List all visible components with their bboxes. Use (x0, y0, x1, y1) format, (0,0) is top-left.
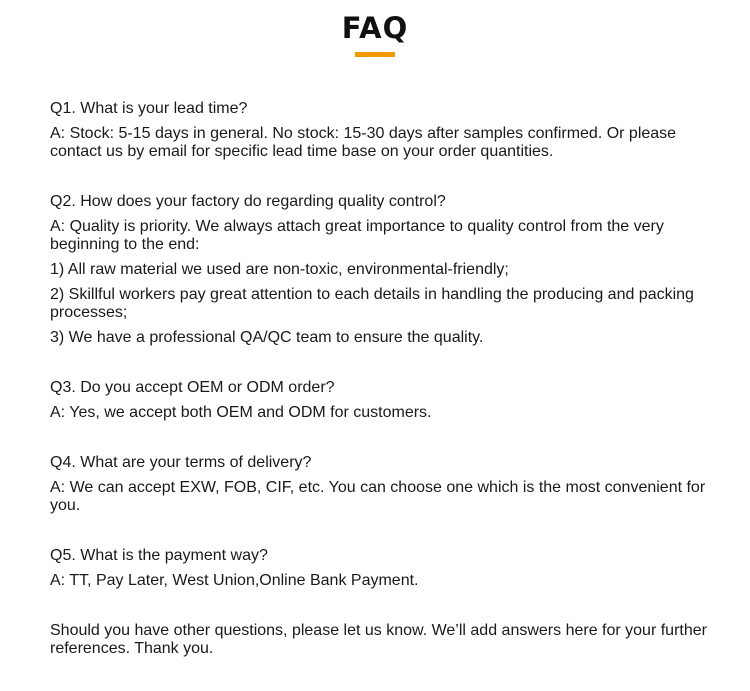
faq-answer: A: We can accept EXW, FOB, CIF, etc. You can choose one which is the most convenient for you. (50, 479, 706, 514)
faq-answer-point: 2) Skillful workers pay great attention to each details in handling the producing and packing processes; (50, 286, 694, 321)
faq-question: Q4. What are your terms of delivery? (50, 454, 312, 471)
faq-answer: A: Stock: 5-15 days in general. No stock: 15-30 days after samples confirmed. Or please contact us by email for specific lead time base on your order quantities. (50, 125, 677, 160)
faq-item-q3 (50, 379, 720, 422)
faq-question: Q3. Do you accept OEM or ODM order? (50, 379, 335, 396)
faq-answer: A: Yes, we accept both OEM and ODM for customers. (50, 404, 432, 421)
faq-question: Q2. How does your factory do regarding quality control? (50, 193, 446, 210)
faq-item-q1 (50, 100, 720, 161)
faq-item-q4 (50, 454, 720, 515)
faq-question: Q5. What is the payment way? (50, 547, 268, 564)
faq-answer: A: Quality is priority. We always attach great importance to quality control from the very beginning to the end: (50, 218, 664, 253)
faq-item-q2 (50, 193, 720, 347)
faq-item-q5 (50, 547, 720, 590)
title-underline (355, 52, 395, 57)
faq-header (0, 10, 750, 57)
faq-answer: A: TT, Pay Later, West Union,Online Bank Payment. (50, 572, 419, 589)
closing-text: Should you have other questions, please let us know. We’ll add answers here for your further references. Thank you. (50, 622, 707, 657)
faq-list (50, 100, 720, 658)
closing-note (50, 622, 720, 658)
page-title: FAQ (341, 11, 409, 45)
faq-question: Q1. What is your lead time? (50, 100, 248, 117)
faq-answer-point: 3) We have a professional QA/QC team to ensure the quality. (50, 329, 484, 346)
faq-answer-point: 1) All raw material we used are non-toxic, environmental-friendly; (50, 261, 509, 278)
